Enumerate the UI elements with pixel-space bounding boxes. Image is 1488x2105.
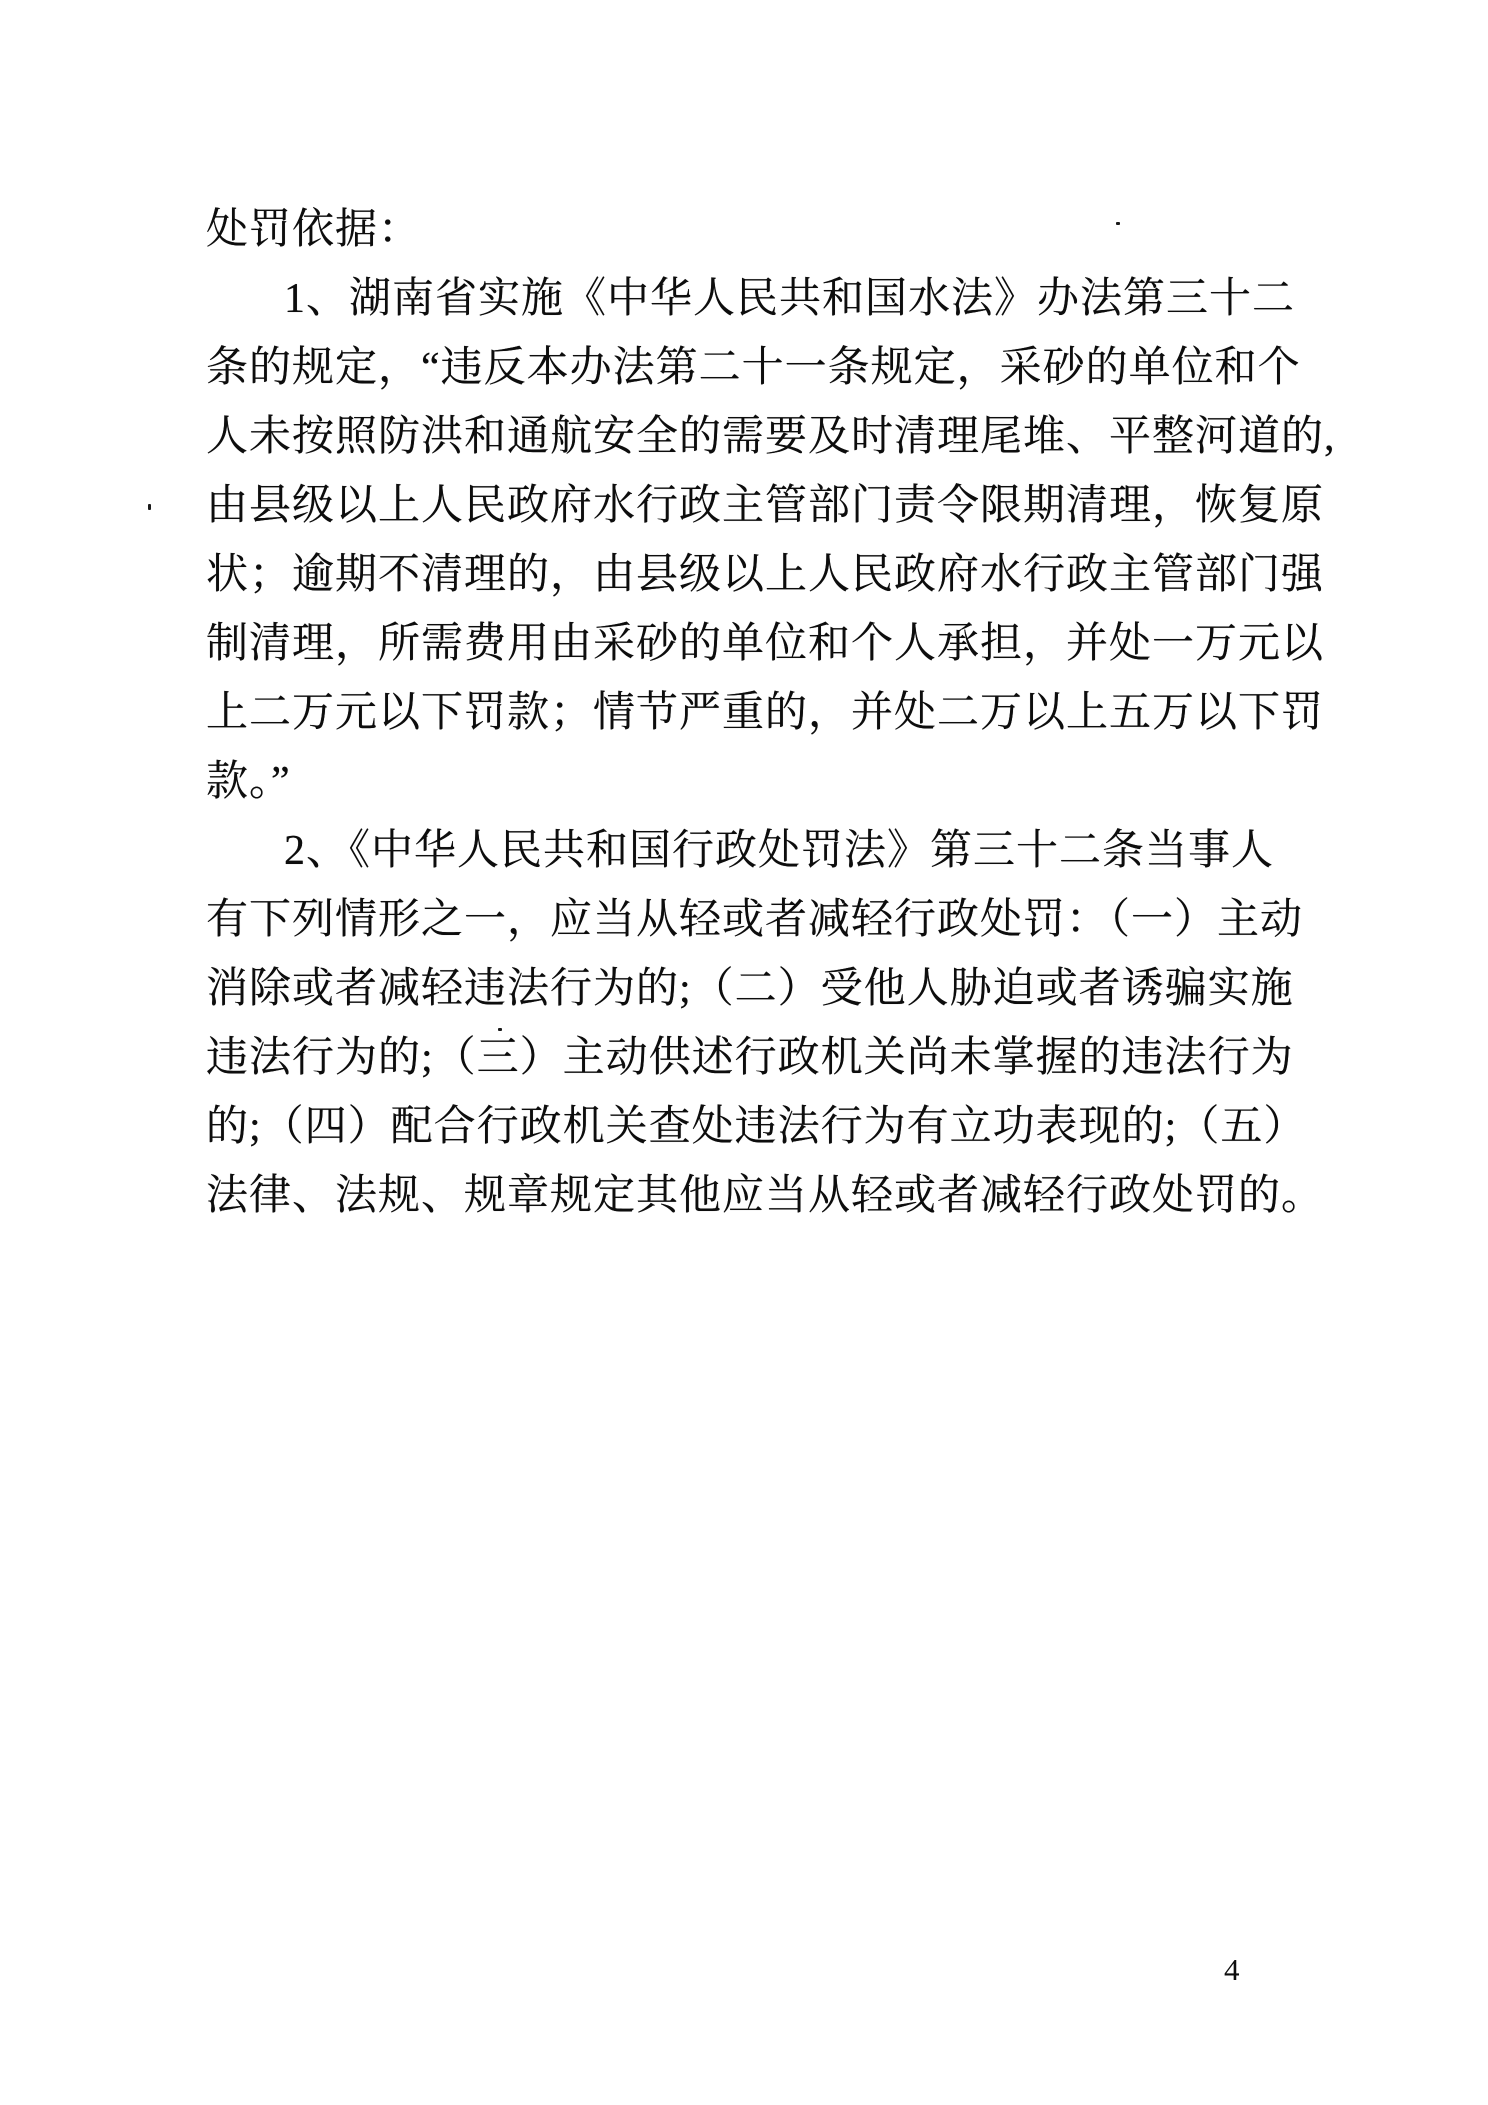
paragraph1-line8: 款。”: [206, 759, 291, 805]
section-heading: 处罚依据：: [206, 207, 422, 253]
paragraph2-line5: 的;（四）配合行政机关查处违法行为有立功表现的;（五）: [206, 1104, 1307, 1150]
paragraph1-line4: 由县级以上人民政府水行政主管部门责令限期清理，恢复原: [206, 483, 1325, 529]
paragraph1-line3: 人未按照防洪和通航安全的需要及时清理尾堆、平整河道的,: [206, 414, 1336, 460]
paragraph1-line2: 条的规定，“违反本办法第二十一条规定，采砂的单位和个: [206, 345, 1301, 391]
paragraph2-line2: 有下列情形之一，应当从轻或者减轻行政处罚：（一）主动: [206, 897, 1304, 943]
paragraph1-line1: 1、湖南省实施《中华人民共和国水法》办法第三十二: [284, 276, 1296, 322]
scan-artifact-dot: [498, 1028, 502, 1031]
paragraph2-line3: 消除或者减轻违法行为的;（二）受他人胁迫或者诱骗实施: [206, 966, 1294, 1012]
paragraph2-line1: 2、《中华人民共和国行政处罚法》第三十二条当事人: [284, 828, 1275, 874]
paragraph1-line7: 上二万元以下罚款；情节严重的，并处二万以上五万以下罚: [206, 690, 1325, 736]
scan-artifact-dot: [148, 504, 151, 510]
page-number: 4: [1224, 1952, 1240, 1987]
paragraph1-line6: 制清理，所需费用由采砂的单位和个人承担，并处一万元以: [206, 621, 1325, 667]
document-body-text: [206, 196, 1336, 1231]
paragraph2-line4: 违法行为的;（三）主动供述行政机关尚未掌握的违法行为: [206, 1035, 1294, 1081]
scan-artifact-dot: [1116, 222, 1120, 225]
paragraph2-line6: 法律、法规、规章规定其他应当从轻或者减轻行政处罚的。: [206, 1173, 1325, 1219]
paragraph1-line5: 状；逾期不清理的，由县级以上人民政府水行政主管部门强: [206, 552, 1325, 598]
